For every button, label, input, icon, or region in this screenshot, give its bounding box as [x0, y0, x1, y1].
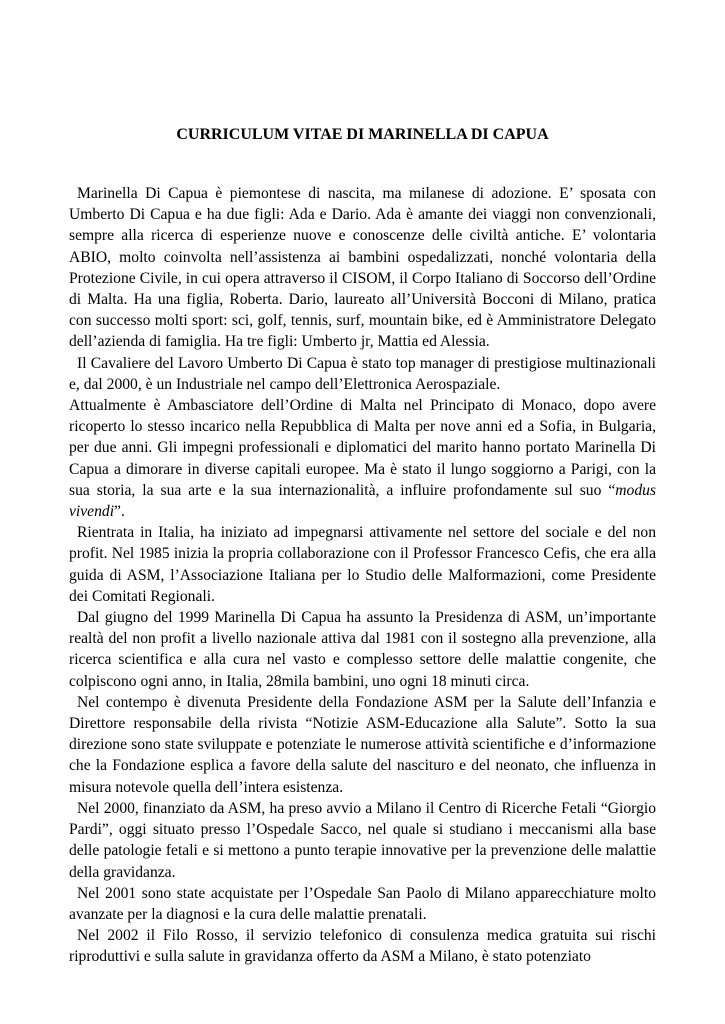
- modus-vivendi-italic: modus vivendi: [69, 481, 656, 521]
- paragraph-nonprofit: Rientrata in Italia, ha iniziato ad impegnarsi attivamente nel settore del sociale e del non profit. Nel 1985 inizia la propria collaborazione con il Professor Francesco Cefis, che era alla guida di ASM, l’Associazione Italiana per lo Studio delle Malformazioni, come Presidente dei Comitati Regionali.: [69, 524, 656, 605]
- paragraph-husband: Il Cavaliere del Lavoro Umberto Di Capua è stato top manager di prestigiose multinazionali e, dal 2000, è un Industriale nel campo dell’Elettronica Aerospaziale.: [69, 354, 656, 393]
- paragraph-foundation: Nel contempo è divenuta Presidente della Fondazione ASM per la Salute dell’Infanzia e Direttore responsabile della rivista “Notizie ASM-Educazione alla Salute”. Sotto la sua direzione sono state sviluppate e potenziate le numerose attività scientifiche e d’informazione che la Fondazione esplica a favore della salute del nascituro e del neonato, che influenza in misura notevole quella dell’intera esistenza.: [69, 693, 656, 796]
- paragraph-asm-presidency: Dal giugno del 1999 Marinella Di Capua ha assunto la Presidenza di ASM, un’importante realtà del non profit a livello nazionale attiva dal 1981 con il sostegno alla prevenzione, alla ricerca scientifica e alla cura nel vasto e complesso settore delle malattie congenite, che colpiscono ogni anno, in Italia, 28mila bambini, uno ogni 18 minuti circa.: [69, 609, 656, 690]
- paragraph-2001: Nel 2001 sono state acquistate per l’Ospedale San Paolo di Milano apparecchiature molto avanzate per la diagnosi e la cura delle malattie prenatali.: [69, 884, 656, 923]
- page-title: CURRICULUM VITAE DI MARINELLA DI CAPUA: [176, 126, 549, 143]
- paragraph-family: Marinella Di Capua è piemontese di nascita, ma milanese di adozione. E’ sposata con Umberto Di Capua e ha due figli: Ada e Dario. Ada è amante dei viaggi non convenzionali, sempre alla ricerca di esperienze nuove e conoscenze delle civiltà antiche. E’ volontaria ABIO, molto coinvolta nell’assistenza ai bambini ospedalizzati, nonché volontaria della Protezione Civile, in cui opera attraverso il CISOM, il Corpo Italiano di Soccorso dell’Ordine di Malta. Ha una figlia, Roberta. Dario, laureato all’Università Bocconi di Milano, pratica con successo molti sport: sci, golf, tennis, surf, mountain bike, ed è Amministratore Delegato dell’azienda di famiglia. Ha tre figli: Umberto jr, Mattia ed Alessia.: [69, 185, 656, 351]
- paragraph-ambassador-end: ”.: [114, 503, 125, 521]
- paragraph-fetal-research: Nel 2000, finanziato da ASM, ha preso avvio a Milano il Centro di Ricerche Fetali “Giorgio Pardi”, oggi situato presso l’Ospedale Sacco, nel quale si studiano i meccanismi alla base delle patologie fetali e si mettono a punto terapie innovative per la prevenzione delle malattie della gravidanza.: [69, 799, 656, 881]
- document-body: [69, 183, 656, 968]
- paragraph-ambassador-text: Attualmente è Ambasciatore dell’Ordine di Malta nel Principato di Monaco, dopo avere ricoperto lo stesso incarico nella Repubblica di Malta per nove anni ed a Sofia, in Bulgaria, per due anni. Gli impegni professionali e diplomatici del marito hanno portato Marinella Di Capua a dimorare in diverse capitali europee. Ma è stato il lungo soggiorno a Parigi, con la sua storia, la sua arte e la sua internazionalità, a influire profondamente sul suo “: [69, 397, 656, 499]
- paragraph-ambassador: [69, 395, 656, 522]
- paragraph-2002: Nel 2002 il Filo Rosso, il servizio telefonico di consulenza medica gratuita sui rischi riproduttivi e sulla salute in gravidanza offerto da ASM a Milano, è stato potenziato: [69, 927, 656, 966]
